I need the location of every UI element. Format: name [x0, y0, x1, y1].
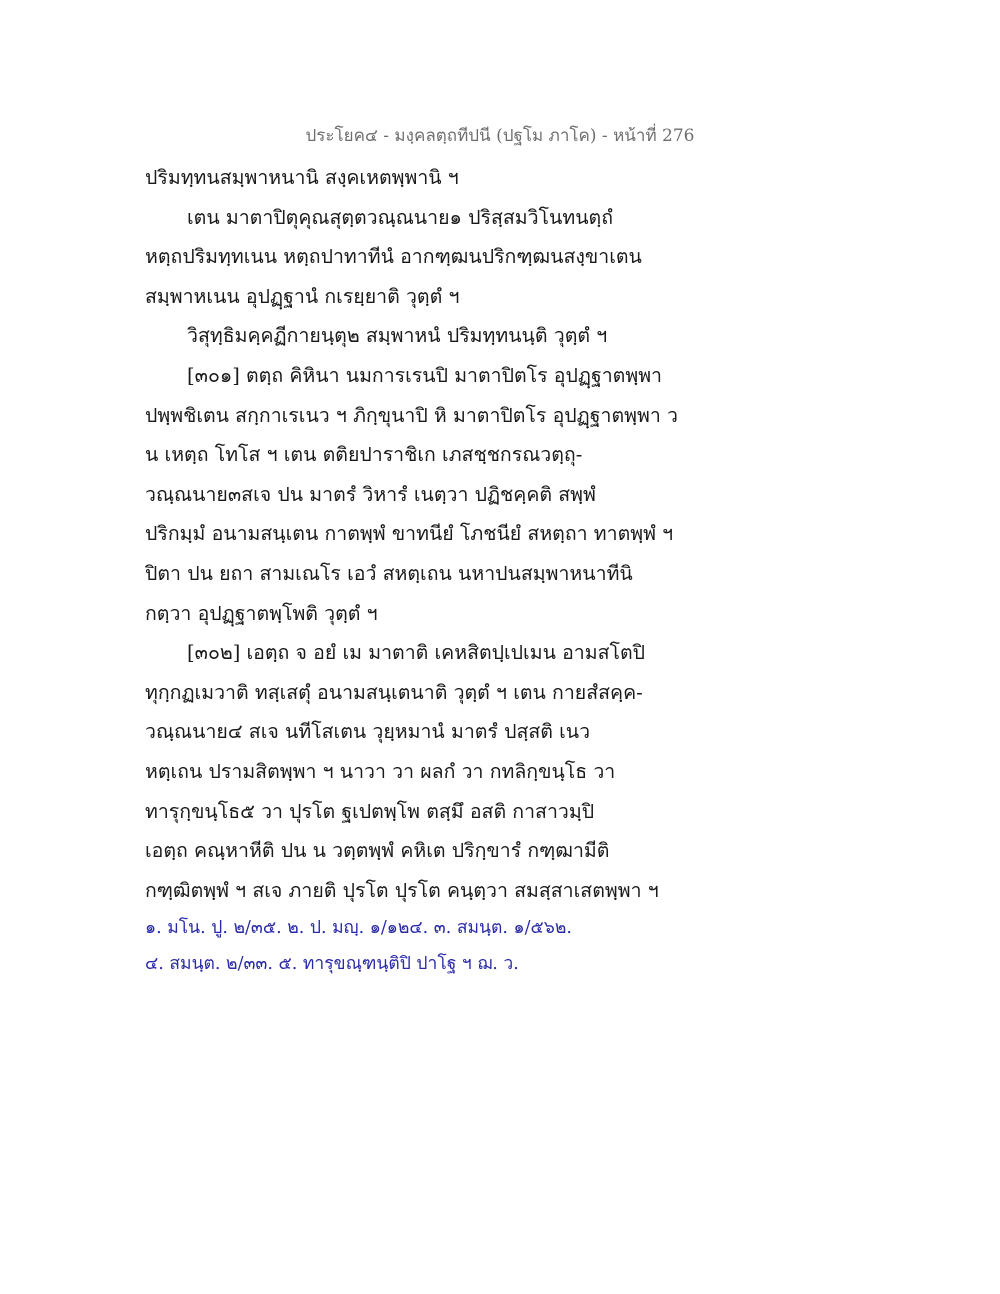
- footnote-line: ๔. สมนฺต. ๒/๓๓. ๕. ทารุขณฺฑนฺติปิ ปาโฐ ฯ ฌ. ว.: [145, 954, 519, 974]
- text-line: [๓๐๑] ตตฺถ คิหินา นมการเรนปิ มาตาปิตโร อุปฏฺฐาตพฺพา: [187, 363, 663, 387]
- text-line: ปพฺพชิเตน สกฺกาเรเนว ฯ ภิกฺขุนาปิ หิ มาตาปิตโร อุปฏฺฐาตพฺพา ว: [145, 403, 678, 427]
- text-line: วณฺณนาย๓สเจ ปน มาตรํ วิหารํ เนตฺวา ปฏิชคฺคติ สพฺพํ: [145, 482, 596, 506]
- body-text: [145, 158, 865, 910]
- text-line: ทุกฺกฏเมวาติ ทสฺเสตุํ อนามสนฺเตนาติ วุตฺตํ ฯ เตน กายสํสคฺค-: [145, 680, 643, 704]
- text-line: วิสุทฺธิมคฺคฏีกายนฺตุ๒ สมฺพาหนํ ปริมทฺทนนฺติ วุตฺตํ ฯ: [187, 324, 608, 348]
- page-header: ประโยค๔ - มงฺคลตฺถทีปนี (ปฐโม ภาโค) - หน้าที่ 276: [305, 126, 695, 146]
- text-line: สมฺพาหเนน อุปฏฺฐานํ กเรยฺยาติ วุตฺตํ ฯ: [145, 284, 460, 308]
- text-line: กฑฺฒิตพฺพํ ฯ สเจ ภายติ ปุรโต ปุรโต คนฺตฺวา สมสฺสาเสตพฺพา ฯ: [145, 878, 659, 902]
- text-line: กตฺวา อุปฏฺฐาตพฺโพติ วุตฺตํ ฯ: [145, 601, 378, 625]
- text-line: วณฺณนาย๔ สเจ นทีโสเตน วุยฺหมานํ มาตรํ ปสฺสติ เนว: [145, 720, 591, 744]
- text-line: ทารุกฺขนฺโธ๕ วา ปุรโต ฐเปตพฺโพ ตสฺมึ อสติ กาสาวมฺปิ: [145, 799, 595, 823]
- text-line: ปริกมฺมํ อนามสนฺเตน กาตพฺพํ ขาทนียํ โภชนียํ สหตฺถา ทาตพฺพํ ฯ: [145, 522, 674, 546]
- text-line: น เหตฺถ โทโส ฯ เตน ตติยปาราชิเก เภสชฺชกรณวตฺถุ-: [145, 443, 583, 467]
- text-line: ปิตา ปน ยถา สามเณโร เอวํ สหตฺเถน นหาปนสมฺพาหนาทีนิ: [145, 561, 633, 585]
- text-line: เอตฺถ คณฺหาหีติ ปน น วตฺตพฺพํ คหิเต ปริกฺขารํ กฑฺฒามีติ: [145, 839, 610, 863]
- text-line: เตน มาตาปิตุคุณสุตฺตวณฺณนาย๑ ปริสฺสมวิโนทนตฺถํ: [187, 205, 614, 229]
- text-line: ปริมทฺทนสมฺพาหนานิ สงฺคเหตพฺพานิ ฯ: [145, 166, 459, 189]
- text-line: หตฺถปริมทฺทเนน หตฺถปาทาทีนํ อากฑฺฒนปริกฑฺฒนสงฺขาเตน: [145, 245, 642, 269]
- text-line: หตฺเถน ปรามสิตพฺพา ฯ นาวา วา ผลกํ วา กทลิกฺขนฺโธ วา: [145, 759, 616, 783]
- text-line: [๓๐๒] เอตฺถ จ อยํ เม มาตาติ เคหสิตปฺเปเมน อามสโตปิ: [187, 641, 646, 665]
- footnotes: [145, 910, 865, 982]
- footnote-line: ๑. มโน. ปู. ๒/๓๕. ๒. ป. มญฺ. ๑/๑๒๔. ๓. สมนฺต. ๑/๕๖๒.: [145, 918, 572, 938]
